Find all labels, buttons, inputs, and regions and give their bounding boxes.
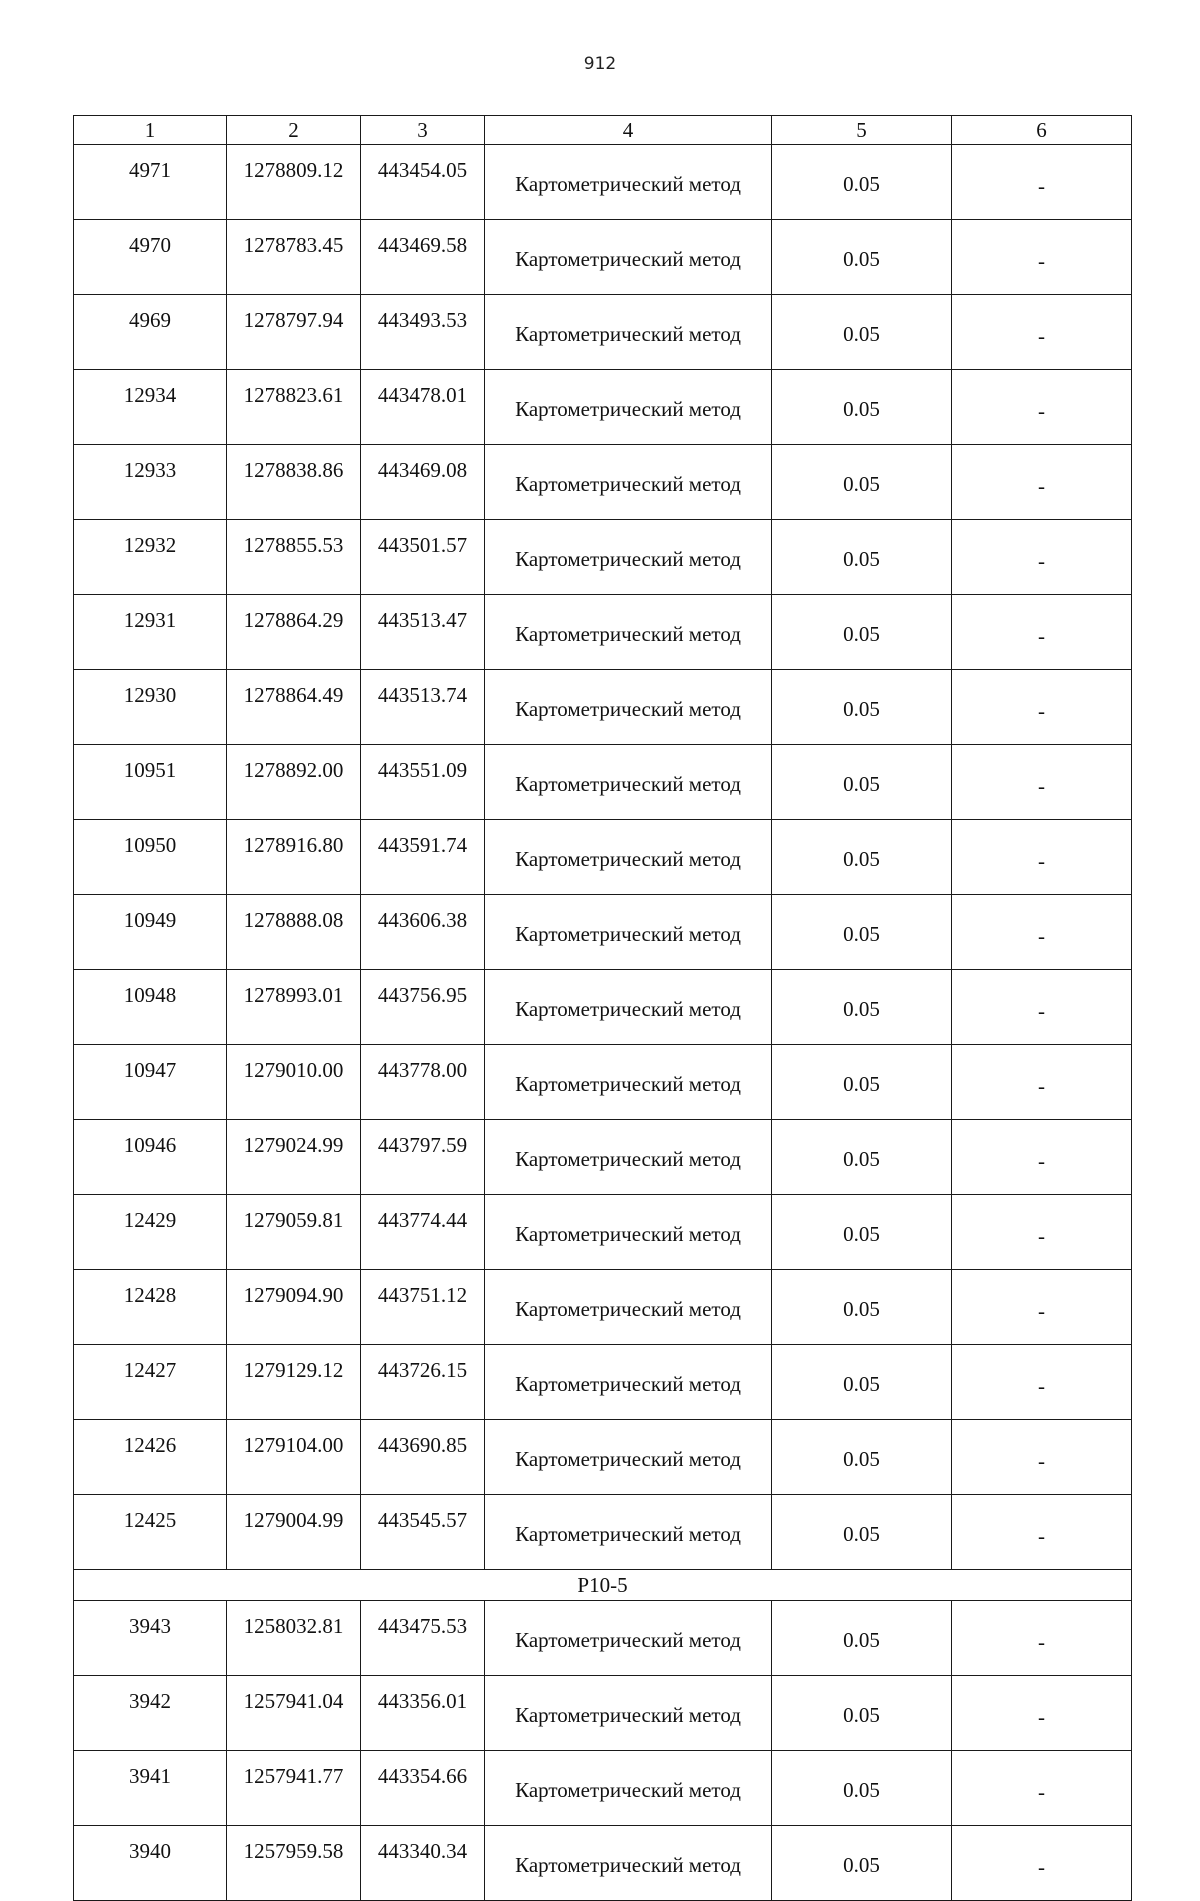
accuracy-cell: 0.05 [772,670,952,745]
method-cell: Картометрический метод [485,1345,772,1420]
y-coordinate-cell: 443475.53 [361,1601,485,1676]
accuracy-cell: 0.05 [772,520,952,595]
table-row [74,895,1132,970]
x-coordinate-cell: 1278864.29 [227,595,361,670]
note-cell: - [952,1120,1132,1195]
point-number-cell: 4969 [74,295,227,370]
y-coordinate-cell: 443690.85 [361,1420,485,1495]
point-number-cell: 12426 [74,1420,227,1495]
note-cell: - [952,895,1132,970]
table-row [74,1420,1132,1495]
accuracy-cell: 0.05 [772,445,952,520]
note-cell: - [952,1195,1132,1270]
point-number-cell: 10950 [74,820,227,895]
point-number-cell: 12931 [74,595,227,670]
accuracy-cell: 0.05 [772,1270,952,1345]
note-cell: - [952,370,1132,445]
point-number-cell: 3942 [74,1676,227,1751]
note-cell: - [952,1420,1132,1495]
x-coordinate-cell: 1279024.99 [227,1120,361,1195]
x-coordinate-cell: 1279004.99 [227,1495,361,1570]
y-coordinate-cell: 443591.74 [361,820,485,895]
note-cell: - [952,1495,1132,1570]
y-coordinate-cell: 443797.59 [361,1120,485,1195]
x-coordinate-cell: 1278838.86 [227,445,361,520]
accuracy-cell: 0.05 [772,1195,952,1270]
method-cell: Картометрический метод [485,595,772,670]
point-number-cell: 4970 [74,220,227,295]
method-cell: Картометрический метод [485,1045,772,1120]
x-coordinate-cell: 1279129.12 [227,1345,361,1420]
method-cell: Картометрический метод [485,1751,772,1826]
y-coordinate-cell: 443469.58 [361,220,485,295]
point-number-cell: 12930 [74,670,227,745]
note-cell: - [952,145,1132,220]
table-row [74,1120,1132,1195]
column-header-3: 3 [361,116,485,145]
table-row [74,1195,1132,1270]
note-cell: - [952,1601,1132,1676]
method-cell: Картометрический метод [485,295,772,370]
method-cell: Картометрический метод [485,1495,772,1570]
point-number-cell: 12934 [74,370,227,445]
y-coordinate-cell: 443726.15 [361,1345,485,1420]
y-coordinate-cell: 443513.47 [361,595,485,670]
note-cell: - [952,1270,1132,1345]
y-coordinate-cell: 443551.09 [361,745,485,820]
coordinates-table [73,115,1132,1901]
point-number-cell: 12933 [74,445,227,520]
table-row [74,370,1132,445]
table-row [74,970,1132,1045]
note-cell: - [952,445,1132,520]
accuracy-cell: 0.05 [772,1751,952,1826]
x-coordinate-cell: 1278916.80 [227,820,361,895]
table-row [74,595,1132,670]
accuracy-cell: 0.05 [772,1826,952,1901]
section-title: Р10-5 [74,1570,1132,1601]
table-row [74,820,1132,895]
table-row [74,445,1132,520]
x-coordinate-cell: 1278864.49 [227,670,361,745]
section-title-row [74,1570,1132,1601]
accuracy-cell: 0.05 [772,1601,952,1676]
point-number-cell: 3943 [74,1601,227,1676]
table-row [74,1495,1132,1570]
accuracy-cell: 0.05 [772,1345,952,1420]
y-coordinate-cell: 443340.34 [361,1826,485,1901]
note-cell: - [952,670,1132,745]
point-number-cell: 12427 [74,1345,227,1420]
table-header [74,116,1132,145]
header-row [74,116,1132,145]
y-coordinate-cell: 443356.01 [361,1676,485,1751]
accuracy-cell: 0.05 [772,820,952,895]
x-coordinate-cell: 1279059.81 [227,1195,361,1270]
method-cell: Картометрический метод [485,445,772,520]
y-coordinate-cell: 443774.44 [361,1195,485,1270]
y-coordinate-cell: 443545.57 [361,1495,485,1570]
table-row [74,745,1132,820]
accuracy-cell: 0.05 [772,295,952,370]
column-header-1: 1 [74,116,227,145]
y-coordinate-cell: 443778.00 [361,1045,485,1120]
method-cell: Картометрический метод [485,820,772,895]
method-cell: Картометрический метод [485,670,772,745]
point-number-cell: 3941 [74,1751,227,1826]
accuracy-cell: 0.05 [772,745,952,820]
accuracy-cell: 0.05 [772,1120,952,1195]
point-number-cell: 12425 [74,1495,227,1570]
y-coordinate-cell: 443469.08 [361,445,485,520]
x-coordinate-cell: 1278855.53 [227,520,361,595]
accuracy-cell: 0.05 [772,1420,952,1495]
table-row [74,1270,1132,1345]
point-number-cell: 12932 [74,520,227,595]
method-cell: Картометрический метод [485,1270,772,1345]
y-coordinate-cell: 443454.05 [361,145,485,220]
table-row [74,295,1132,370]
table-body [74,145,1132,1901]
table-row [74,520,1132,595]
method-cell: Картометрический метод [485,370,772,445]
point-number-cell: 10951 [74,745,227,820]
table-row [74,1676,1132,1751]
x-coordinate-cell: 1279010.00 [227,1045,361,1120]
y-coordinate-cell: 443513.74 [361,670,485,745]
accuracy-cell: 0.05 [772,895,952,970]
accuracy-cell: 0.05 [772,1676,952,1751]
table-row [74,145,1132,220]
method-cell: Картометрический метод [485,1120,772,1195]
method-cell: Картометрический метод [485,1601,772,1676]
note-cell: - [952,1676,1132,1751]
x-coordinate-cell: 1258032.81 [227,1601,361,1676]
point-number-cell: 12429 [74,1195,227,1270]
column-header-5: 5 [772,116,952,145]
x-coordinate-cell: 1278823.61 [227,370,361,445]
point-number-cell: 3940 [74,1826,227,1901]
y-coordinate-cell: 443756.95 [361,970,485,1045]
y-coordinate-cell: 443354.66 [361,1751,485,1826]
column-header-4: 4 [485,116,772,145]
point-number-cell: 12428 [74,1270,227,1345]
table-row [74,1345,1132,1420]
point-number-cell: 4971 [74,145,227,220]
accuracy-cell: 0.05 [772,220,952,295]
accuracy-cell: 0.05 [772,1495,952,1570]
accuracy-cell: 0.05 [772,970,952,1045]
method-cell: Картометрический метод [485,895,772,970]
method-cell: Картометрический метод [485,520,772,595]
point-number-cell: 10947 [74,1045,227,1120]
method-cell: Картометрический метод [485,220,772,295]
accuracy-cell: 0.05 [772,145,952,220]
method-cell: Картометрический метод [485,1420,772,1495]
point-number-cell: 10946 [74,1120,227,1195]
note-cell: - [952,1045,1132,1120]
table-row [74,670,1132,745]
y-coordinate-cell: 443751.12 [361,1270,485,1345]
x-coordinate-cell: 1278892.00 [227,745,361,820]
note-cell: - [952,1826,1132,1901]
y-coordinate-cell: 443606.38 [361,895,485,970]
column-header-2: 2 [227,116,361,145]
note-cell: - [952,295,1132,370]
method-cell: Картометрический метод [485,745,772,820]
page-number: 912 [583,54,617,74]
note-cell: - [952,520,1132,595]
table-row [74,1601,1132,1676]
table-row [74,1751,1132,1826]
note-cell: - [952,595,1132,670]
y-coordinate-cell: 443501.57 [361,520,485,595]
method-cell: Картометрический метод [485,970,772,1045]
point-number-cell: 10949 [74,895,227,970]
x-coordinate-cell: 1278888.08 [227,895,361,970]
accuracy-cell: 0.05 [772,595,952,670]
method-cell: Картометрический метод [485,1195,772,1270]
note-cell: - [952,745,1132,820]
note-cell: - [952,820,1132,895]
x-coordinate-cell: 1278993.01 [227,970,361,1045]
table-row [74,1826,1132,1901]
note-cell: - [952,220,1132,295]
accuracy-cell: 0.05 [772,1045,952,1120]
x-coordinate-cell: 1257941.04 [227,1676,361,1751]
x-coordinate-cell: 1278783.45 [227,220,361,295]
x-coordinate-cell: 1278809.12 [227,145,361,220]
method-cell: Картометрический метод [485,145,772,220]
x-coordinate-cell: 1279104.00 [227,1420,361,1495]
column-header-6: 6 [952,116,1132,145]
x-coordinate-cell: 1257959.58 [227,1826,361,1901]
x-coordinate-cell: 1257941.77 [227,1751,361,1826]
y-coordinate-cell: 443493.53 [361,295,485,370]
note-cell: - [952,1345,1132,1420]
method-cell: Картометрический метод [485,1676,772,1751]
note-cell: - [952,1751,1132,1826]
table-row [74,220,1132,295]
note-cell: - [952,970,1132,1045]
point-number-cell: 10948 [74,970,227,1045]
x-coordinate-cell: 1279094.90 [227,1270,361,1345]
accuracy-cell: 0.05 [772,370,952,445]
x-coordinate-cell: 1278797.94 [227,295,361,370]
y-coordinate-cell: 443478.01 [361,370,485,445]
table-row [74,1045,1132,1120]
method-cell: Картометрический метод [485,1826,772,1901]
